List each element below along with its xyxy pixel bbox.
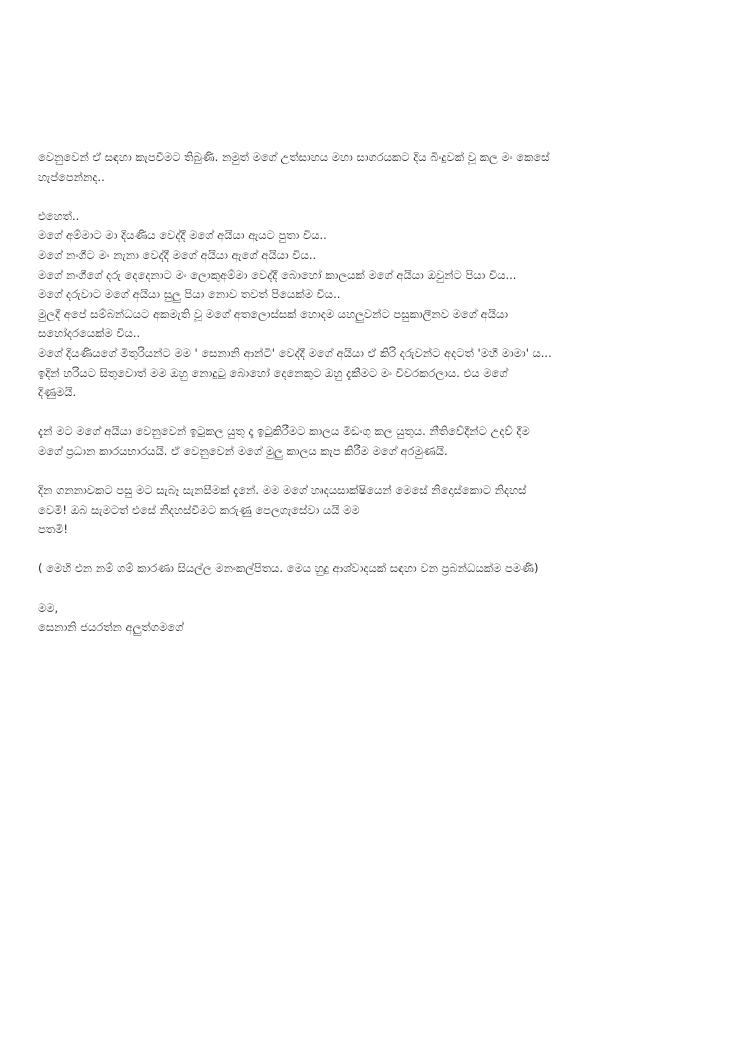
- text-line: හැප්පෙන්නද..: [38, 169, 105, 184]
- author-signature: සෙනානි ජයරත්න අලුත්ගමගේ: [38, 620, 184, 635]
- text-line: මගේ අම්මාට මා දියණිය වෙද්දී මගේ අයියා ඇයට පුතා විය..: [38, 228, 327, 243]
- paragraph-intro: [38, 148, 718, 187]
- text-line: මුලදී අපේ සම්බන්ධයට අකමැති වූ මගේ අතලොස්සක් හොදම යහලුවන්ට පසුකාලීනව මගේ අයියා: [38, 306, 509, 321]
- text-line: මගේ ප්‍රධාන කාරයභාරයයි. ඒ වෙනුවෙන් මගේ මුලු කාලය කැප කිරීම මගේ අරමුණයි.: [38, 443, 448, 458]
- text-line: දැන් මට මගේ අයියා වෙනුවෙන් ඉටුකල යුතු දෑ ඉටුකිරීමට කාලය මිඩංගු කල යුතුය. නීතිවේදීන්ට උදව් දීම: [38, 424, 530, 439]
- text-line: ඉදින් හරියට සිතුවොත් මම ඔහු නොදුටු බොහෝ දෙනෙකුට ඔහු දැකීමට මං විවරකරලාය. එය මගේ: [38, 365, 508, 380]
- text-line: සහෝදරයෙක්ම විය..: [38, 326, 141, 341]
- paragraph-disclaimer: [38, 559, 718, 579]
- text-line: දින ගනනාවකට පසු මට සැබෑ සැනසීමක් දැනේ. මම මගේ හෘදයසාක්ෂියෙන් මෙසේ නිදොස්කොට නිදහස්: [38, 483, 527, 498]
- document-body: [38, 148, 718, 657]
- text-line: එහෙත්..: [38, 208, 80, 223]
- text-line: මගේ දියණියගේ මිතුරියන්ට මම ' සෙනානි ආන්ටි' වෙද්දී මගේ අයියා ඒ කිරි දරුවන්ට අදටත් 'මහී මාමා' ය...: [38, 345, 552, 360]
- text-line: මගේ නංගීට මං නැනා වෙද්දී මගේ අයියා ඇගේ අයියා විය..: [38, 247, 317, 262]
- text-line: ( මෙහි එන නම් ගම් කාරණා සියල්ල මනංකල්පිතය. මෙය හුදු ආශ්වාදයක් සඳහා වන ප්‍රබන්ධයක්ම පමණි): [38, 561, 539, 576]
- text-line: මගේ දරුවාට මගේ අයියා සුලු පියා නොව තවත් පියෙක්ම විය..: [38, 287, 341, 302]
- text-line: පතමි!: [38, 522, 69, 537]
- paragraph-relief: [38, 481, 718, 540]
- text-line: වෙනුවෙන් ඒ සඳහා කැපවීමට තිබුණි. නමුත් මගේ උත්සාහය මහා සාගරයකට දිය බිංදුවක් වූ කල මං කෙසේ: [38, 150, 550, 164]
- text-line: වෙමි! ඔබ සැමටත් එසේ නිදහස්වීමට කරුණු පෙලගැසේවා යයි මම: [38, 502, 360, 517]
- text-line: මගේ නංගීගේ දරු දෙදෙනාට මං ලොකුඅම්මා වෙද්දී බොහෝ කාලයක් මගේ අයියා ඔවුන්ට පියා විය...: [38, 267, 517, 282]
- closing-block: [38, 599, 718, 638]
- closing-salutation: මම,: [38, 600, 59, 615]
- text-line: දිණුමයි.: [38, 385, 77, 400]
- paragraph-duty: [38, 422, 718, 461]
- paragraph-relations: [38, 207, 718, 403]
